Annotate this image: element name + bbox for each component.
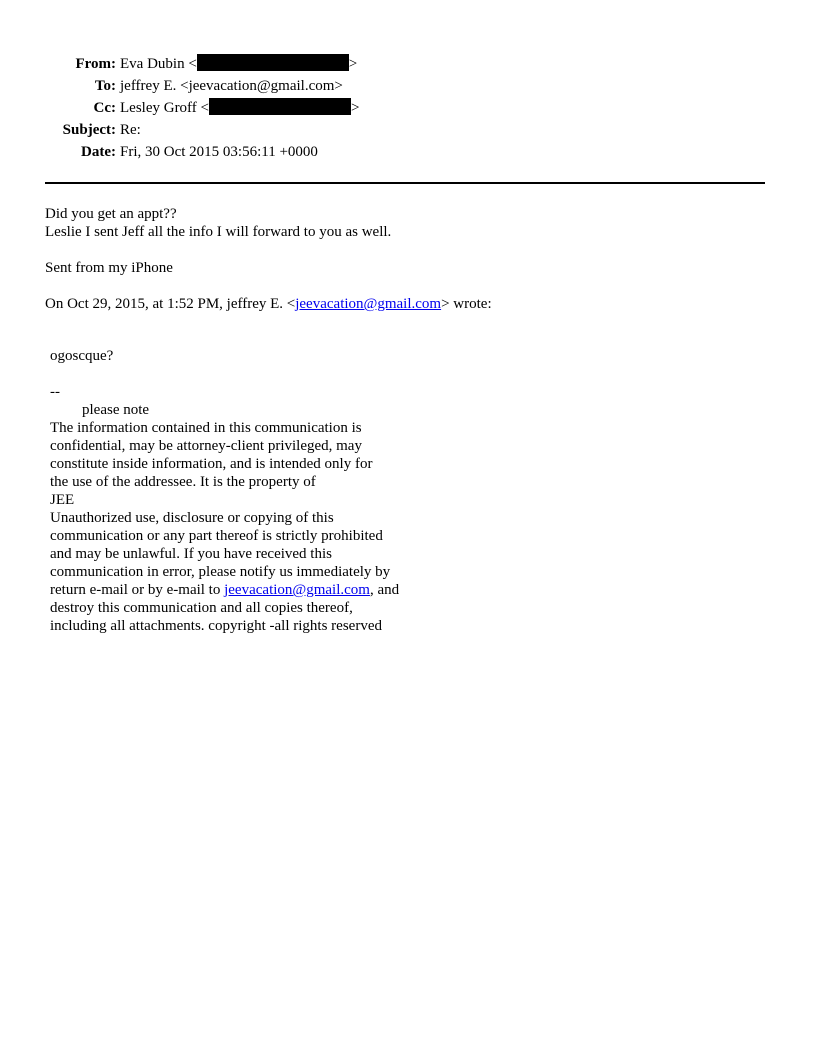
redaction-box <box>209 98 351 115</box>
from-close: > <box>348 56 358 72</box>
disclaimer-line: destroy this communication and all copies thereof, <box>50 600 353 616</box>
disclaimer-line: confidential, may be attorney-client privileged, may <box>50 438 362 454</box>
subject-label: Subject: <box>62 122 116 138</box>
quote-prefix: On Oct 29, 2015, at 1:52 PM, jeffrey E. < <box>45 296 296 312</box>
disclaimer-line: the use of the addressee. It is the property of <box>50 474 316 490</box>
quoted-message <box>50 347 450 635</box>
to-value: jeffrey E. <jeevacation@gmail.com> <box>120 78 343 94</box>
cc-row <box>0 97 359 119</box>
disclaimer-line: communication in error, please notify us immediately by <box>50 564 391 580</box>
from-name: Eva Dubin < <box>120 56 197 72</box>
quote-attribution <box>45 295 765 313</box>
subject-row <box>0 119 359 141</box>
date-label: Date: <box>81 144 116 160</box>
disclaimer-line: JEE <box>50 492 75 508</box>
to-label: To: <box>94 78 116 94</box>
from-label: From: <box>75 56 116 72</box>
from-row <box>0 53 359 75</box>
cc-name: Lesley Groff < <box>120 100 209 116</box>
body-line: Did you get an appt?? <box>45 206 177 222</box>
cc-value <box>120 97 359 119</box>
separator: -- <box>50 384 60 400</box>
disclaimer-line: Unauthorized use, disclosure or copying of this <box>50 510 334 526</box>
disclaimer-line: constitute inside information, and is intended only for <box>50 456 373 472</box>
date-row <box>0 141 359 163</box>
note-heading: please note <box>82 402 150 418</box>
disclaimer-line <box>50 581 450 599</box>
email-headers <box>0 53 359 163</box>
email-link[interactable]: jeevacation@gmail.com <box>295 296 442 312</box>
email-link[interactable]: jeevacation@gmail.com <box>224 582 370 598</box>
return-suffix: , and <box>369 582 400 598</box>
from-value <box>120 53 357 75</box>
cc-label: Cc: <box>93 100 116 116</box>
disclaimer-line: and may be unlawful. If you have received this <box>50 546 332 562</box>
to-row <box>0 75 359 97</box>
disclaimer-line: communication or any part thereof is strictly prohibited <box>50 528 383 544</box>
quote-suffix: > wrote: <box>441 296 492 312</box>
disclaimer-line: The information contained in this communication is <box>50 420 362 436</box>
email-body <box>45 205 765 313</box>
body-line: Leslie I sent Jeff all the info I will forward to you as well. <box>45 224 392 240</box>
header-divider <box>45 182 765 184</box>
redaction-box <box>197 54 349 71</box>
disclaimer-line: including all attachments. copyright -all rights reserved <box>50 618 382 634</box>
signature: Sent from my iPhone <box>45 260 173 276</box>
subject-value: Re: <box>120 122 141 138</box>
quoted-text: ogoscque? <box>50 348 114 364</box>
cc-close: > <box>351 100 360 116</box>
return-prefix: return e-mail or by e-mail to <box>50 582 225 598</box>
date-value: Fri, 30 Oct 2015 03:56:11 +0000 <box>120 144 318 160</box>
